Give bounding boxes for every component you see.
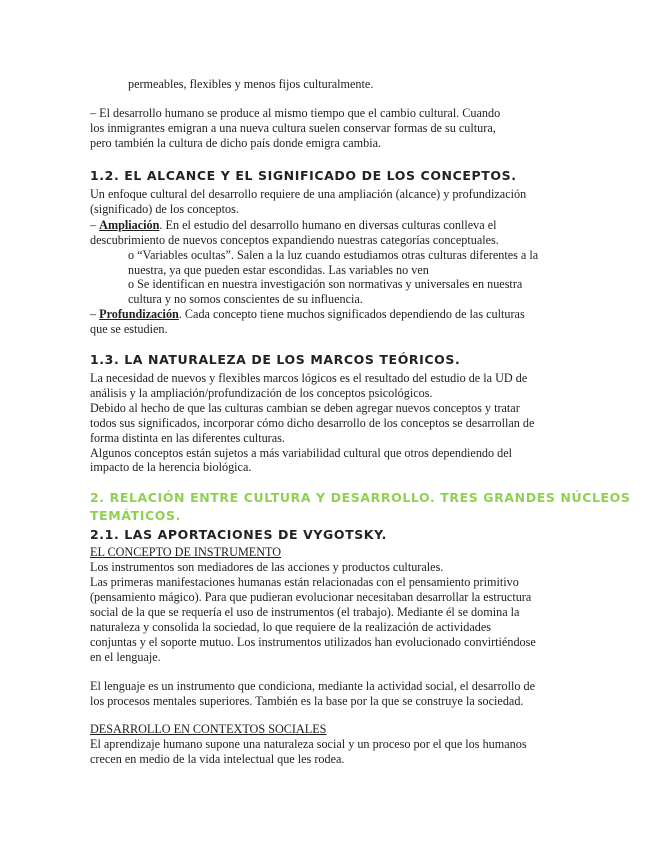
- s21-line-4: social de la que se requería el uso de instrumentos (el trabajo). Mediante él se domina la: [90, 605, 520, 619]
- bullet-1-line-2: nuestra, ya que pueden estar escondidas. Las variables no ven: [128, 263, 429, 277]
- intro-line-3: los inmigrantes emigran a una nueva cultura suelen conservar formas de su cultura,: [90, 121, 496, 135]
- s21-line-10: El aprendizaje humano supone una naturaleza social y un proceso por el que los humanos: [90, 737, 527, 751]
- bullet-2-line-1: o Se identifican en nuestra investigación son normativas y universales en nuestra: [128, 277, 523, 291]
- intro-line-1: permeables, flexibles y menos fijos culturalmente.: [128, 77, 374, 91]
- subheading-desarrollo-contextos: DESARROLLO EN CONTEXTOS SOCIALES: [90, 722, 327, 736]
- s21-line-8: El lenguaje es un instrumento que condiciona, mediante la actividad social, el desarrollo de: [90, 679, 536, 693]
- s12-ampliacion-line: [90, 218, 497, 233]
- s21-line-6: conjuntas y el soporte mutuo. Los instrumentos utilizados han evolucionado convirtiéndose: [90, 635, 536, 649]
- s13-line-3: Debido al hecho de que las culturas cambian se deben agregar nuevos conceptos y tratar: [90, 401, 520, 415]
- intro-line-2: – El desarrollo humano se produce al mismo tiempo que el cambio cultural. Cuando: [90, 106, 501, 120]
- s21-line-5: naturaleza y consolida la sociedad, lo que requiere de la realización de actividades: [90, 620, 491, 634]
- s12-line-4: descubrimiento de nuevos conceptos expandiendo nuestras categorías conceptuales.: [90, 233, 499, 247]
- s13-line-1: La necesidad de nuevos y flexibles marcos lógicos es el resultado del estudio de la UD de: [90, 371, 528, 385]
- s12-line-2: (significado) de los conceptos.: [90, 202, 239, 216]
- section-2-1-heading: 2.1. LAS APORTACIONES DE VYGOTSKY.: [90, 527, 388, 542]
- dash-marker: –: [90, 307, 97, 321]
- s21-line-1: Los instrumentos son mediadores de las acciones y productos culturales.: [90, 560, 444, 574]
- dash-marker: –: [90, 218, 97, 232]
- s21-line-3: (pensamiento mágico). Para que pudieran evolucionar necesitaban desarrollar la estructura: [90, 590, 532, 604]
- ampliacion-keyword: Ampliación: [99, 218, 160, 232]
- bullet-1-line-1: o “Variables ocultas”. Salen a la luz cuando estudiamos otras culturas diferentes a la: [128, 248, 539, 262]
- s12-line-6: que se estudien.: [90, 322, 168, 336]
- subheading-concepto-instrumento: EL CONCEPTO DE INSTRUMENTO: [90, 545, 282, 559]
- intro-line-4: pero también la cultura de dicho país donde emigra cambia.: [90, 136, 382, 150]
- section-2-heading-line-1: 2. RELACIÓN ENTRE CULTURA Y DESARROLLO. TRES GRANDES NÚCLEOS: [90, 490, 631, 505]
- s13-line-5: forma distinta en las diferentes culturas.: [90, 431, 285, 445]
- section-1-2-heading: 1.2. EL ALCANCE Y EL SIGNIFICADO DE LOS CONCEPTOS.: [90, 168, 517, 183]
- section-1-3-heading: 1.3. LA NATURALEZA DE LOS MARCOS TEÓRICOS.: [90, 352, 461, 367]
- s13-line-2: análisis y la ampliación/profundización de los conceptos psicológicos.: [90, 386, 433, 400]
- s13-line-4: todos sus significados, incorporar cómo dicho desarrollo de los conceptos se desarrollan de: [90, 416, 535, 430]
- profundizacion-text: . Cada concepto tiene muchos significados dependiendo de las culturas: [178, 307, 525, 321]
- s21-line-9: los procesos mentales superiores. También es la base por la que se construye la sociedad.: [90, 694, 524, 708]
- bullet-2-line-2: cultura y no somos conscientes de su influencia.: [128, 292, 363, 306]
- s12-line-1: Un enfoque cultural del desarrollo requiere de una ampliación (alcance) y profundización: [90, 187, 527, 201]
- s12-profundizacion-line: [90, 307, 525, 322]
- s13-line-6: Algunos conceptos están sujetos a más variabilidad cultural que otros dependiendo del: [90, 446, 513, 460]
- s13-line-7: impacto de la herencia biológica.: [90, 460, 252, 474]
- s21-line-7: en el lenguaje.: [90, 650, 161, 664]
- s21-line-11: crecen en medio de la vida intelectual que les rodea.: [90, 752, 345, 766]
- profundizacion-keyword: Profundización: [99, 307, 179, 321]
- s21-line-2: Las primeras manifestaciones humanas están relacionadas con el pensamiento primitivo: [90, 575, 519, 589]
- ampliacion-text: . En el estudio del desarrollo humano en diversas culturas conlleva el: [159, 218, 497, 232]
- section-2-heading-line-2: TEMÁTICOS.: [90, 508, 181, 523]
